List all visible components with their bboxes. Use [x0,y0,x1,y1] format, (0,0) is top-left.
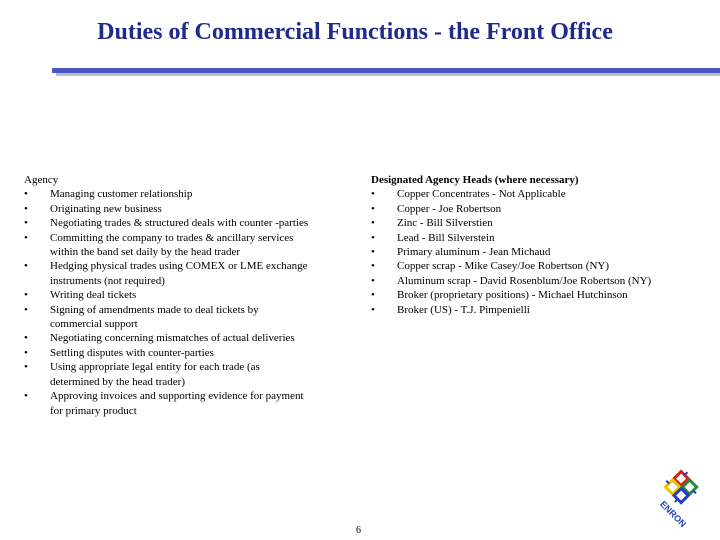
agency-item-text: Negotiating concerning mismatches of actual deliveries [50,332,295,345]
bullet-icon: • [371,246,375,259]
agency-item [24,346,310,360]
bullet-icon: • [371,202,375,215]
agency-item-text: Approving invoices and supporting evidence for payment for primary product [50,390,304,417]
bullet-icon: • [24,188,28,201]
title-rule [52,68,720,73]
agency-item [24,389,310,418]
bullet-icon: • [371,231,375,244]
agency-item-text: Writing deal tickets [50,289,137,302]
bullet-icon: • [371,274,375,287]
bullet-icon: • [24,303,28,316]
agency-head-item-text: Primary aluminum - Jean Michaud [397,246,551,259]
agency-item-text: Using appropriate legal entity for each trade (as determined by the head trader) [50,361,260,388]
agency-head-item [371,231,711,245]
bullet-icon: • [24,202,28,215]
bullet-icon: • [24,346,28,359]
logo-text: ENRON [658,499,689,530]
agency-head-item-text: Aluminum scrap - David Rosenblum/Joe Robertson (NY) [397,274,652,287]
agency-head-item [371,288,711,302]
bullet-icon: • [371,303,375,316]
agency-item-text: Signing of amendments made to deal tickets by commercial support [50,303,259,331]
agency-head-item-text: Lead - Bill Silverstein [397,231,495,244]
agency-item-text: Managing customer relationship [50,188,193,201]
agency-item [24,216,310,230]
bullet-icon: • [24,260,28,273]
bullet-icon: • [371,289,375,302]
agency-section [24,173,310,418]
bullet-icon: • [24,332,28,345]
agency-item [24,202,310,216]
agency-head-item-text: Copper scrap - Mike Casey/Joe Robertson (NY) [397,260,610,273]
agency-heads-list [371,187,711,317]
title-rule-shadow [56,73,720,76]
agency-head-item-text: Zinc - Bill Silverstien [397,217,493,230]
agency-heads-heading: Designated Agency Heads (where necessary) [371,174,579,186]
agency-item-text: Settling disputes with counter-parties [50,346,214,359]
agency-item [24,360,310,389]
agency-head-item-text: Copper - Joe Robertson [397,202,502,215]
bullet-icon: • [371,188,375,201]
bullet-icon: • [24,289,28,302]
agency-heading: Agency [24,174,59,186]
agency-item-text: Hedging physical trades using COMEX or LME exchange instruments (not required) [50,260,308,287]
agency-head-item [371,202,711,216]
bullet-icon: • [24,361,28,374]
page-number: 6 [356,525,361,536]
agency-item [24,331,310,345]
bullet-icon: • [24,217,28,230]
agency-item-text: Originating new business [50,202,162,215]
agency-head-item [371,259,711,273]
agency-head-item-text: Broker (US) - T.J. Pimpenielli [397,303,530,316]
agency-list [24,187,310,418]
bullet-icon: • [24,231,28,244]
agency-head-item-text: Copper Concentrates - Not Applicable [397,188,566,201]
agency-head-item [371,216,711,230]
bullet-icon: • [371,260,375,273]
agency-item [24,303,310,332]
agency-item [24,187,310,201]
agency-head-item [371,187,711,201]
agency-head-item-text: Broker (proprietary positions) - Michael Hutchinson [397,289,628,302]
agency-head-item [371,274,711,288]
agency-item-text: Negotiating trades & structured deals with counter -parties [50,217,309,230]
bullet-icon: • [371,217,375,230]
slide-title: Duties of Commercial Functions - the Front Office [97,19,613,45]
agency-head-item [371,303,711,317]
agency-item [24,259,310,288]
agency-head-item [371,245,711,259]
agency-item-text: Committing the company to trades & ancillary services within the band set daily by the head trader [50,231,294,259]
agency-item [24,231,310,260]
enron-logo [644,462,714,536]
agency-heads-section [371,173,711,317]
bullet-icon: • [24,390,28,403]
agency-item [24,288,310,302]
